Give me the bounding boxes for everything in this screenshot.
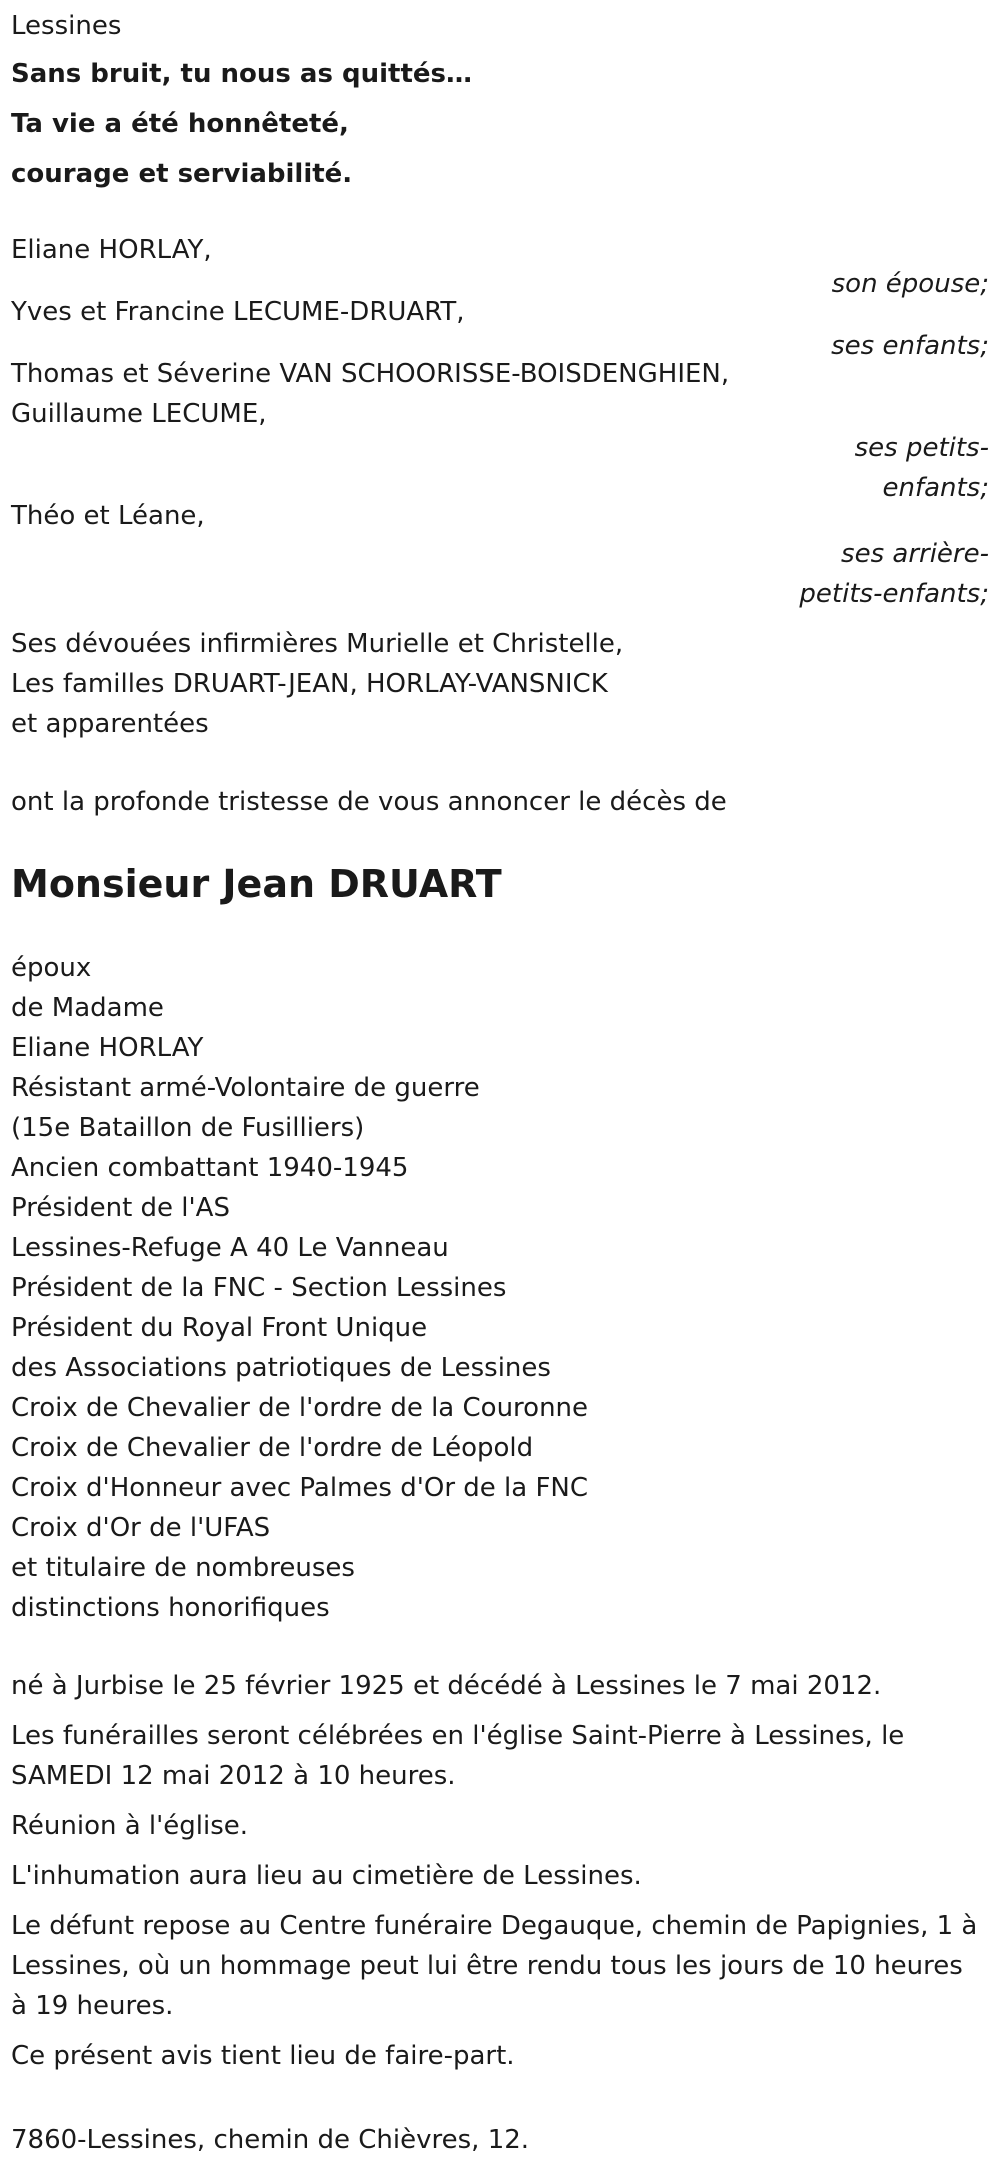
bio-line: Président de la FNC - Section Lessines	[11, 1273, 507, 1303]
family-names: Théo et Léane,	[11, 501, 205, 531]
bio-line: (15e Bataillon de Fusilliers)	[11, 1113, 365, 1143]
bio-line: de Madame	[11, 993, 164, 1023]
birth-death-text: né à Jurbise le 25 février 1925 et décédé à Lessines le 7 mai 2012.	[11, 1671, 882, 1701]
poem-line: Ta vie a été honnêteté,	[11, 109, 349, 139]
family-names: Eliane HORLAY,	[11, 235, 212, 265]
announcement-text: ont la profonde tristesse de vous annoncer le décès de	[11, 787, 727, 817]
bio-line: Eliane HORLAY	[11, 1033, 204, 1063]
family-names: Yves et Francine LECUME-DRUART,	[11, 297, 465, 327]
deceased-name: Monsieur Jean DRUART	[11, 862, 502, 906]
poem-line: courage et serviabilité.	[11, 159, 353, 189]
funeral-text: Les funérailles seront célébrées en l'église Saint-Pierre à Lessines, le SAMEDI 12 mai 2012 à 10 heures.	[11, 1721, 905, 1791]
family-entry-grandchildren	[11, 354, 989, 508]
bio-line: Résistant armé-Volontaire de guerre	[11, 1073, 480, 1103]
bio-line: Croix de Chevalier de l'ordre de la Couronne	[11, 1393, 589, 1423]
details-block	[11, 1666, 989, 2076]
family-relation: son épouse;	[831, 269, 989, 299]
burial-text: L'inhumation aura lieu au cimetière de Lessines.	[11, 1861, 642, 1891]
others-block	[11, 624, 989, 744]
bio-line: Président du Royal Front Unique	[11, 1313, 428, 1343]
others-line: et apparentées	[11, 709, 209, 739]
others-line: Ses dévouées infirmières Murielle et Christelle,	[11, 629, 624, 659]
poem-line: Sans bruit, tu nous as quittés…	[11, 59, 472, 89]
family-relation: ses petits-enfants;	[854, 433, 989, 503]
meeting-text: Réunion à l'église.	[11, 1811, 249, 1841]
family-relation: ses arrière-petits-enfants;	[799, 539, 989, 609]
bio-line: et titulaire de nombreuses	[11, 1553, 355, 1583]
poem	[11, 54, 989, 194]
bio-line: des Associations patriotiques de Lessines	[11, 1353, 551, 1383]
family-entry-great-grandchildren	[11, 496, 989, 614]
others-line: Les familles DRUART-JEAN, HORLAY-VANSNICK	[11, 669, 608, 699]
bio-line: Croix d'Or de l'UFAS	[11, 1513, 271, 1543]
bio-line: Croix de Chevalier de l'ordre de Léopold	[11, 1433, 534, 1463]
address-text: 7860-Lessines, chemin de Chièvres, 12.	[11, 2125, 530, 2155]
viewing-text: Le défunt repose au Centre funéraire Degauque, chemin de Papignies, 1 à Lessines, où un hommage peut lui être rendu tous les jours de 10 heures à 19 heures.	[11, 1911, 978, 2021]
notice-text: Ce présent avis tient lieu de faire-part.	[11, 2041, 515, 2071]
bio-line: Croix d'Honneur avec Palmes d'Or de la FNC	[11, 1473, 589, 1503]
bio-line: Président de l'AS	[11, 1193, 230, 1223]
bio-line: distinctions honorifiques	[11, 1593, 330, 1623]
header-location: Lessines	[11, 11, 122, 41]
family-names: Thomas et Séverine VAN SCHOORISSE-BOISDENGHIEN,	[11, 359, 730, 389]
biography	[11, 948, 989, 1628]
family-relation: ses enfants;	[831, 331, 989, 361]
bio-line: Lessines-Refuge A 40 Le Vanneau	[11, 1233, 449, 1263]
bio-line: époux	[11, 953, 92, 983]
family-names: Guillaume LECUME,	[11, 399, 267, 429]
bio-line: Ancien combattant 1940-1945	[11, 1153, 409, 1183]
